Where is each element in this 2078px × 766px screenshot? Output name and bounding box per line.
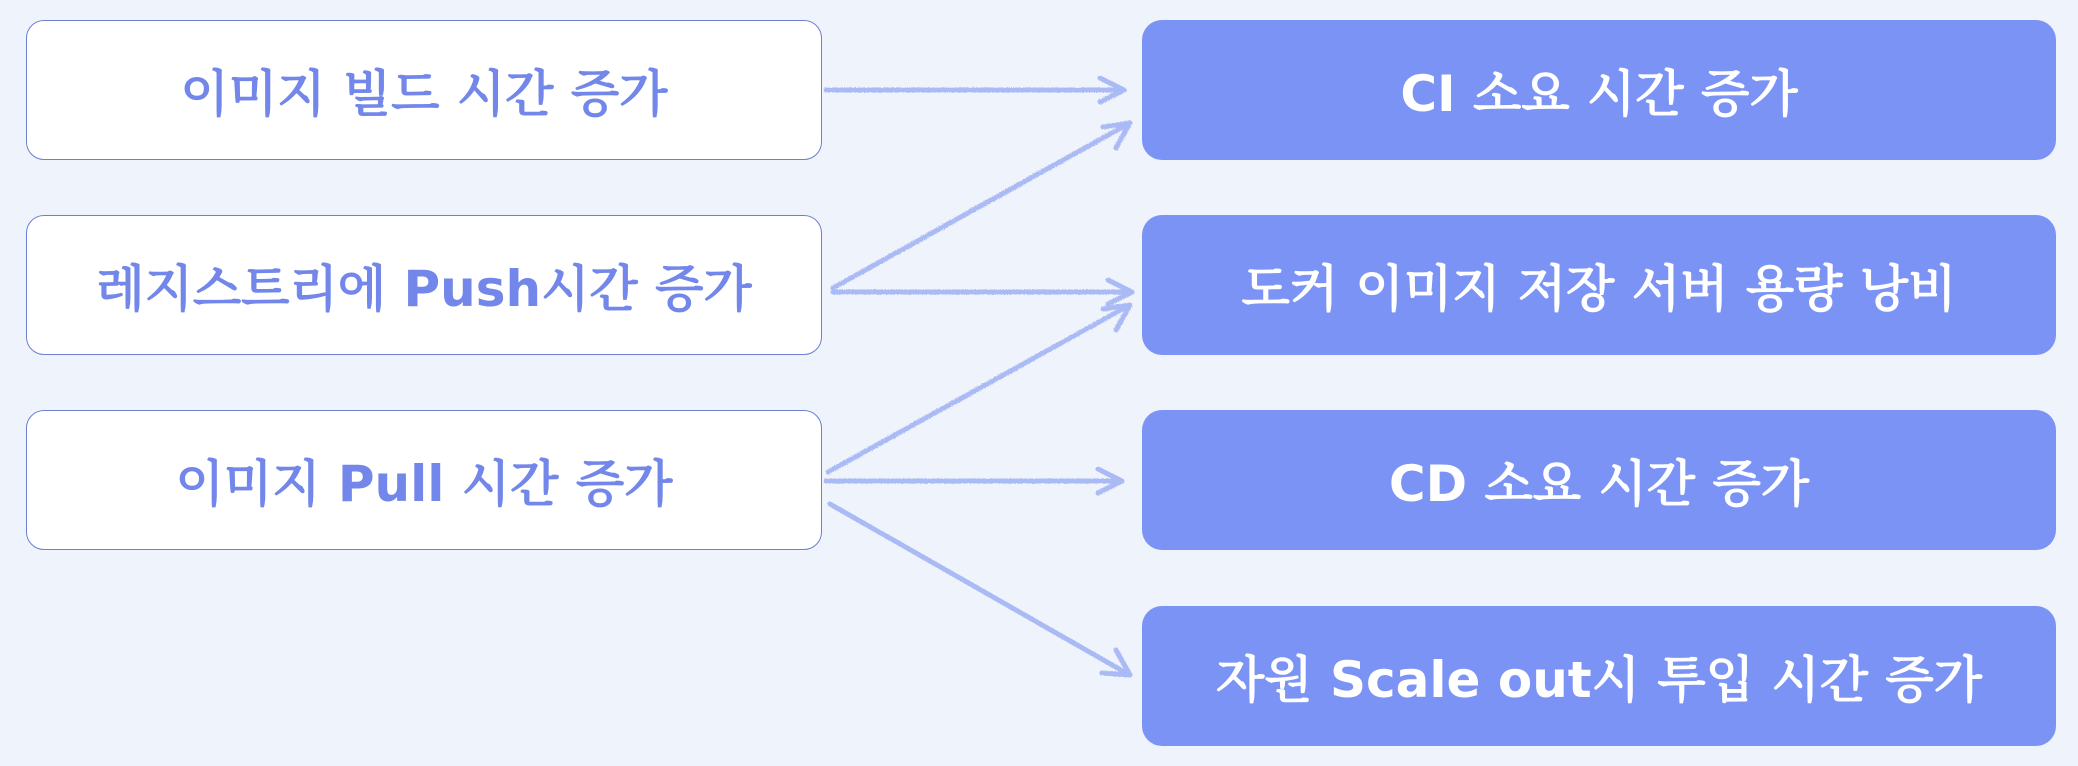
arrow-push-to-storage [833, 280, 1132, 304]
cause-label: 이미지 Pull 시간 증가 [175, 455, 673, 513]
effect-box-ci-time [1142, 20, 2056, 160]
effect-label: 자원 Scale out시 투입 시간 증가 [1215, 651, 1983, 709]
arrow-push-to-ci [833, 123, 1130, 288]
cause-label: 레지스트리에 Push시간 증가 [96, 260, 752, 318]
arrow-pull-to-scaleout [830, 504, 1130, 675]
arrow-pull-to-cd [826, 469, 1122, 493]
effect-box-storage-waste [1142, 215, 2056, 355]
effect-label: 도커 이미지 저장 서버 용량 낭비 [1241, 260, 1957, 318]
arrow-build-to-ci [826, 78, 1124, 102]
effect-label: CI 소요 시간 증가 [1400, 65, 1798, 123]
arrow-pull-to-storage [828, 305, 1130, 472]
cause-label: 이미지 빌드 시간 증가 [180, 65, 668, 123]
cause-box-image-build-time [26, 20, 822, 160]
cause-box-registry-push-time [26, 215, 822, 355]
effect-box-cd-time [1142, 410, 2056, 550]
effect-box-scaleout-time [1142, 606, 2056, 746]
cause-box-image-pull-time [26, 410, 822, 550]
effect-label: CD 소요 시간 증가 [1388, 455, 1810, 513]
